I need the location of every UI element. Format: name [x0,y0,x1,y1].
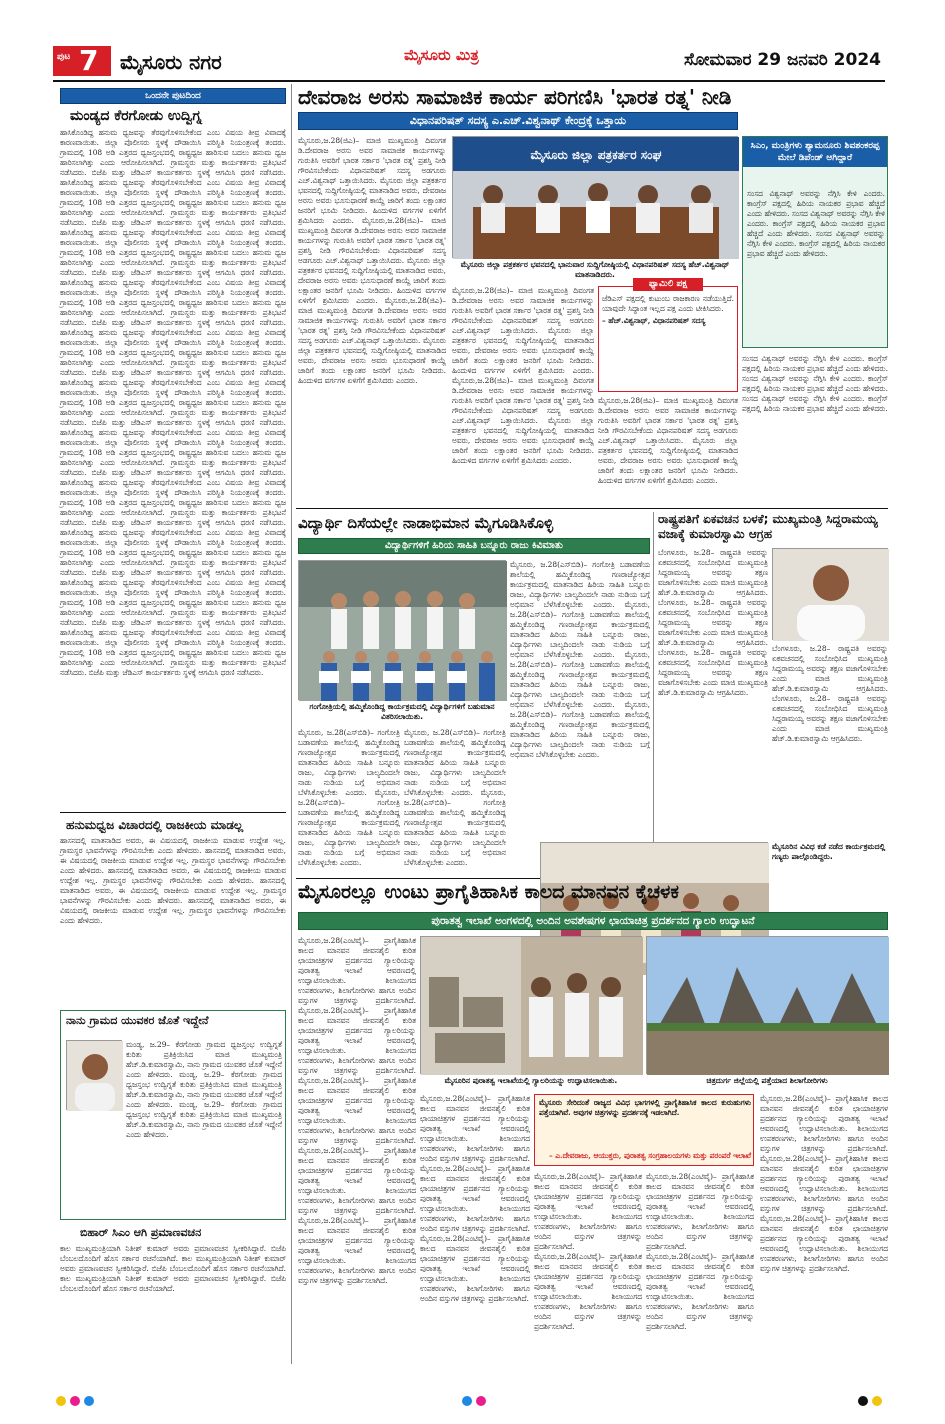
stone-age-photo1 [420,936,642,1074]
stone-age-photo2-caption: ಚಿತ್ರದುರ್ಗ ಜಿಲ್ಲೆಯಲ್ಲಿ ಪತ್ತೆಯಾದ ಶಿಲಾಗೋರಿಗಳು [706,1076,828,1085]
story2-body [60,836,286,1006]
students-text-col3: ಮೈಸೂರು, ಜ.28(ಎಸ್‌ಬಿಡಿ)– ಗಂಗೋತ್ರಿ ಬಡಾವಣೆಯ ಶಾಲೆಯಲ್ಲಿ ಹಮ್ಮಿಕೊಂಡಿದ್ದ ಗಣರಾಜ್ಯೋತ್ಸವ ಕಾರ್ಯಕ್ರಮದಲ್ಲಿ ಮಾತನಾಡಿದ ಹಿರಿಯ ಸಾಹಿತಿ ಬನ್ನೂರು ರಾಜು, ವಿದ್ಯಾರ್ಥಿಗಳು ಬಾಲ್ಯದಿಂದಲೇ ನಾಡು ನುಡಿಯ ಬಗ್ಗೆ ಅಭಿಮಾನ ಬೆಳೆಸಿಕೊಳ್ಳಬೇಕು ಎಂದರು. [404,728,506,797]
paper-name: ಮೈಸೂರು ಮಿತ್ರ [404,46,479,64]
lead-text-cont: ಮೈಸೂರು,ಜ.28(ಜಿಎ)– ಮಾಜಿ ಮುಖ್ಯಮಂತ್ರಿ ದಿವಂಗತ ಡಿ.ದೇವರಾಜ ಅರಸು ಅವರ ಸಾಮಾಜಿಕ ಕಾರ್ಯಗಳನ್ನು ಗುರುತಿಸಿ ಅವರಿಗೆ ಭಾರತ ಸರ್ಕಾರ 'ಭಾರತ ರತ್ನ' ಪ್ರಶಸ್ತಿ ನೀಡಿ ಗೌರವಿಸಬೇಕೆಂದು ವಿಧಾನಪರಿಷತ್ ಸದಸ್ಯ ಅಡಗೂರು ಎಚ್.ವಿಶ್ವನಾಥ್ ಒತ್ತಾಯಿಸಿದರು. ಮೈಸೂರು ಜಿಲ್ಲಾ ಪತ್ರಕರ್ತರ ಭವನದಲ್ಲಿ ಸುದ್ದಿಗೋಷ್ಠಿಯಲ್ಲಿ ಮಾತನಾಡಿದ ಅವರು, ದೇವರಾಜ ಅರಸು ಅವರು ಭೂಸುಧಾರಣೆ ಕಾಯ್ದೆ ಜಾರಿಗೆ ತಂದು ಲಕ್ಷಾಂತರ ಜನರಿಗೆ ಭೂಮಿ ನೀಡಿದರು. ಹಿಂದುಳಿದ ವರ್ಗಗಳ ಏಳಿಗೆಗೆ ಶ್ರಮಿಸಿದರು ಎಂದರು. [298,216,446,305]
lead-body-col1 [298,136,446,506]
story1-body [60,128,286,810]
stone-age-photo2 [646,936,888,1074]
stone-age-text-col2: ಮೈಸೂರು,ಜ.28(ಎಂಟಿವೈ)– ಪ್ರಾಗೈತಿಹಾಸಿಕ ಕಾಲದ ಮಾನವನ ಜೀವನಶೈಲಿ ಕುರಿತ ಛಾಯಾಚಿತ್ರಗಳ ಪ್ರದರ್ಶನದ ಗ್ಯಾಲರಿಯನ್ನು ಪುರಾತತ್ವ ಇಲಾಖೆ ಆವರಣದಲ್ಲಿ ಉದ್ಘಾಟಿಸಲಾಯಿತು. ಶಿಲಾಯುಗದ ಉಪಕರಣಗಳು, ಶಿಲಾಗೋರಿಗಳು ಹಾಗೂ ಅಂದಿನ ವಸ್ತುಗಳ ಚಿತ್ರಗಳನ್ನು ಪ್ರದರ್ಶಿಸಲಾಗಿದೆ. [420,1094,530,1163]
sidebox-cont-text3: ಸಂಸದ ವಿಶ್ವನಾಥ್ ಅವರನ್ನು ನೆಗ್ಗಿಸಿ ಕೇಳಿ ಎಂದರು. ಕಾಂಗ್ರೆಸ್ ಪಕ್ಷದಲ್ಲಿ ಹಿರಿಯ ನಾಯಕರ ಪ್ರಭಾವ ಹೆಚ್ಚಿದೆ ಎಂದು ಹೇಳಿದರು. [742,394,888,413]
lead-subhead: ವಿಧಾನಪರಿಷತ್ ಸದಸ್ಯ ಎ.ಎಚ್.ವಿಶ್ವನಾಥ್ ಕೇಂದ್ರಕ್ಕೆ ಒತ್ತಾಯ [298,112,738,130]
page-label: ಪುಟ [57,52,71,62]
students-text-cont: ಮೈಸೂರು, ಜ.28(ಎಸ್‌ಬಿಡಿ)– ಗಂಗೋತ್ರಿ ಬಡಾವಣೆಯ ಶಾಲೆಯಲ್ಲಿ ಹಮ್ಮಿಕೊಂಡಿದ್ದ ಗಣರಾಜ್ಯೋತ್ಸವ ಕಾರ್ಯಕ್ರಮದಲ್ಲಿ ಮಾತನಾಡಿದ ಹಿರಿಯ ಸಾಹಿತಿ ಬನ್ನೂರು ರಾಜು, ವಿದ್ಯಾರ್ಥಿಗಳು ಬಾಲ್ಯದಿಂದಲೇ ನಾಡು ನುಡಿಯ ಬಗ್ಗೆ ಅಭಿಮಾನ ಬೆಳೆಸಿಕೊಳ್ಳಬೇಕು ಎಂದರು. [510,600,650,659]
stone-age-text-col4-cont: ಮೈಸೂರು,ಜ.28(ಎಂಟಿವೈ)– ಪ್ರಾಗೈತಿಹಾಸಿಕ ಕಾಲದ ಮಾನವನ ಜೀವನಶೈಲಿ ಕುರಿತ ಛಾಯಾಚಿತ್ರಗಳ ಪ್ರದರ್ಶನದ ಗ್ಯಾಲರಿಯನ್ನು ಪುರಾತತ್ವ ಇಲಾಖೆ ಆವರಣದಲ್ಲಿ ಉದ್ಘಾಟಿಸಲಾಯಿತು. ಶಿಲಾಯುಗದ ಉಪಕರಣಗಳು, ಶಿಲಾಗೋರಿಗಳು ಹಾಗೂ ಅಂದಿನ ವಸ್ತುಗಳ ಚಿತ್ರಗಳನ್ನು ಪ್ರದರ್ಶಿಸಲಾಗಿದೆ. [646,1252,754,1331]
kumaraswamy-photo [66,1040,122,1110]
sidebox-title: ಸಿಎಂ, ಮಂತ್ರಿಗಳು ಶ್ಯಾಮನೂರು ಶಿವಶಂಕರಪ್ಪ ಮೇಲೆ ಡಿಪೆಂಡ್ ಆಗಿದ್ದಾರೆ [743,137,887,167]
stone-age-headline: ಮೈಸೂರಲ್ಲೂ ಉಂಟು ಪ್ರಾಗೈತಿಹಾಸಿಕ ಕಾಲದ ಮಾನವನ ಕೈಚಳಕ [298,881,679,903]
stone-age-photo1-caption: ಮೈಸೂರಿನ ಪುರಾತತ್ವ ಇಲಾಖೆಯಲ್ಲಿ ಗ್ಯಾಲರಿಯನ್ನು ಉದ್ಘಾಟಿಸಲಾಯಿತು. [444,1076,618,1085]
stone-age-text: ಮೈಸೂರು,ಜ.28(ಎಂಟಿವೈ)– ಪ್ರಾಗೈತಿಹಾಸಿಕ ಕಾಲದ ಮಾನವನ ಜೀವನಶೈಲಿ ಕುರಿತ ಛಾಯಾಚಿತ್ರಗಳ ಪ್ರದರ್ಶನದ ಗ್ಯಾಲರಿಯನ್ನು ಪುರಾತತ್ವ ಇಲಾಖೆ ಆವರಣದಲ್ಲಿ ಉದ್ಘಾಟಿಸಲಾಯಿತು. ಶಿಲಾಯುಗದ ಉಪಕರಣಗಳು, ಶಿಲಾಗೋರಿಗಳು ಹಾಗೂ ಅಂದಿನ ವಸ್ತುಗಳ ಚಿತ್ರಗಳನ್ನು ಪ್ರದರ್ಶಿಸಲಾಗಿದೆ. [298,936,416,1005]
stone-age-body-col3 [534,1172,642,1366]
registration-mark [56,1396,66,1406]
stone-age-text-col5: ಮೈಸೂರು,ಜ.28(ಎಂಟಿವೈ)– ಪ್ರಾಗೈತಿಹಾಸಿಕ ಕಾಲದ ಮಾನವನ ಜೀವನಶೈಲಿ ಕುರಿತ ಛಾಯಾಚಿತ್ರಗಳ ಪ್ರದರ್ಶನದ ಗ್ಯಾಲರಿಯನ್ನು ಪುರಾತತ್ವ ಇಲಾಖೆ ಆವರಣದಲ್ಲಿ ಉದ್ಘಾಟಿಸಲಾಯಿತು. ಶಿಲಾಯುಗದ ಉಪಕರಣಗಳು, ಶಿಲಾಗೋರಿಗಳು ಹಾಗೂ ಅಂದಿನ ವಸ್ತುಗಳ ಚಿತ್ರಗಳನ್ನು ಪ್ರದರ್ಶಿಸಲಾಗಿದೆ. [760,1094,888,1153]
stone-age-quote: ಮೈಸೂರು ಸೇರಿದಂತೆ ರಾಜ್ಯದ ವಿವಿಧ ಭಾಗಗಳಲ್ಲಿ ಪ್ರಾಗೈತಿಹಾಸಿಕ ಕಾಲದ ಕುರುಹುಗಳು ಪತ್ತೆಯಾಗಿವೆ. ಅವುಗಳ ಚಿತ್ರಗಳನ್ನು ಪ್ರದರ್ಶನಕ್ಕೆ ಇಡಲಾಗಿದೆ. [539,1098,751,1117]
story2-text: ಹಾಸನದಲ್ಲಿ ಮಾತನಾಡಿದ ಅವರು, ಈ ವಿಷಯದಲ್ಲಿ ರಾಜಕೀಯ ಮಾಡುವ ಉದ್ದೇಶ ಇಲ್ಲ. ಗ್ರಾಮಸ್ಥರ ಭಾವನೆಗಳನ್ನು ಗೌರವಿಸಬೇಕು ಎಂದು ಹೇಳಿದರು. [60,836,286,855]
story2-text-cont: ಹಾಸನದಲ್ಲಿ ಮಾತನಾಡಿದ ಅವರು, ಈ ವಿಷಯದಲ್ಲಿ ರಾಜಕೀಯ ಮಾಡುವ ಉದ್ದೇಶ ಇಲ್ಲ. ಗ್ರಾಮಸ್ಥರ ಭಾವನೆಗಳನ್ನು ಗೌರವಿಸಬೇಕು ಎಂದು ಹೇಳಿದರು. [60,846,286,875]
lead-text-col3: ಮೈಸೂರು,ಜ.28(ಜಿಎ)– ಮಾಜಿ ಮುಖ್ಯಮಂತ್ರಿ ದಿವಂಗತ ಡಿ.ದೇವರಾಜ ಅರಸು ಅವರ ಸಾಮಾಜಿಕ ಕಾರ್ಯಗಳನ್ನು ಗುರುತಿಸಿ ಅವರಿಗೆ ಭಾರತ ಸರ್ಕಾರ 'ಭಾರತ ರತ್ನ' ಪ್ರಶಸ್ತಿ ನೀಡಿ ಗೌರವಿಸಬೇಕೆಂದು ವಿಧಾನಪರಿಷತ್ ಸದಸ್ಯ ಅಡಗೂರು ಎಚ್.ವಿಶ್ವನಾಥ್ ಒತ್ತಾಯಿಸಿದರು. ಮೈಸೂರು ಜಿಲ್ಲಾ ಪತ್ರಕರ್ತರ ಭವನದಲ್ಲಿ ಸುದ್ದಿಗೋಷ್ಠಿಯಲ್ಲಿ ಮಾತನಾಡಿದ ಅವರು, ದೇವರಾಜ ಅರಸು ಅವರು ಭೂಸುಧಾರಣೆ ಕಾಯ್ದೆ ಜಾರಿಗೆ ತಂದು ಲಕ್ಷಾಂತರ ಜನರಿಗೆ ಭೂಮಿ ನೀಡಿದರು. ಹಿಂದುಳಿದ ವರ್ಗಗಳ ಏಳಿಗೆಗೆ ಶ್ರಮಿಸಿದರು ಎಂದರು. [598,396,738,485]
students-text-cont2: ಮೈಸೂರು, ಜ.28(ಎಸ್‌ಬಿಡಿ)– ಗಂಗೋತ್ರಿ ಬಡಾವಣೆಯ ಶಾಲೆಯಲ್ಲಿ ಹಮ್ಮಿಕೊಂಡಿದ್ದ ಗಣರಾಜ್ಯೋತ್ಸವ ಕಾರ್ಯಕ್ರಮದಲ್ಲಿ ಮಾತನಾಡಿದ ಹಿರಿಯ ಸಾಹಿತಿ ಬನ್ನೂರು ರಾಜು, ವಿದ್ಯಾರ್ಥಿಗಳು ಬಾಲ್ಯದಿಂದಲೇ ನಾಡು ನುಡಿಯ ಬಗ್ಗೆ ಅಭಿಮಾನ ಬೆಳೆಸಿಕೊಳ್ಳಬೇಕು ಎಂದರು. [510,650,650,709]
family-party-signoff: – ಹೆಚ್.ವಿಶ್ವನಾಥ್, ವಿಧಾನಪರಿಷತ್ ಸದಸ್ಯ [602,316,706,325]
divider [296,508,888,509]
story2-headline: ಹನುಮಧ್ವಜ ವಿಚಾರದಲ್ಲಿ ರಾಜಕೀಯ ಮಾಡಲ್ಲ [66,818,244,832]
story1-text-cont3: ಹಾಸಿಕೊಂಡಿದ್ದ ಹನುಮ ಧ್ವಜವನ್ನು ತೆರವುಗೊಳಿಸಬೇಕೆಂದ ಎಂಬ ವಿಷಯ ತೀವ್ರ ವಿವಾದಕ್ಕೆ ಕಾರಣವಾಯಿತು. ಜಿಲ್ಲಾ ಪೊಲೀಸರು ಸ್ಥಳಕ್ಕೆ ದೌಡಾಯಿಸಿ ಪರಿಸ್ಥಿತಿ ನಿಯಂತ್ರಣಕ್ಕೆ ತಂದರು. ಗ್ರಾಮದಲ್ಲಿ 108 ಅಡಿ ಎತ್ತರದ ಧ್ವಜಸ್ತಂಭದಲ್ಲಿ ರಾಷ್ಟ್ರಧ್ವಜ ಹಾರಿಸುವ ಬದಲು ಹನುಮ ಧ್ವಜ ಹಾರಿಸಲಾಗಿತ್ತು ಎಂದು ಆರೋಪಿಸಲಾಗಿದೆ. ಗ್ರಾಮಸ್ಥರು ಮತ್ತು ಕಾರ್ಯಕರ್ತರು ಪ್ರತಿಭಟನೆ ನಡೆಸಿದರು. ಬಿಜೆಪಿ ಮತ್ತು ಜೆಡಿಎಸ್ ಕಾರ್ಯಕರ್ತರು ಸ್ಥಳಕ್ಕೆ ಆಗಮಿಸಿ ಧರಣಿ ನಡೆಸಿದರು. [60,278,286,327]
students-body-col1 [510,560,650,844]
story4-text-cont: ಕಾಲ ಮುಖ್ಯಮಂತ್ರಿಯಾಗಿ ನಿತೀಶ್ ಕುಮಾರ್ ಅವರು ಪ್ರಮಾಣವಚನ ಸ್ವೀಕರಿಸಿದ್ದಾರೆ. ಬಿಜೆಪಿ ಬೆಂಬಲದೊಂದಿಗೆ ಹೊಸ ಸರ್ಕಾರ ರಚನೆಯಾಗಿದೆ. [60,1254,286,1273]
story3-headline: ನಾನು ಗ್ರಾಮದ ಯುವಕರ ಜೊತೆ ಇದ್ದೇನೆ [66,1014,209,1027]
students-body-col3 [404,728,506,874]
students-group-photo [299,561,507,701]
stone-age-text-cont2: ಮೈಸೂರು,ಜ.28(ಎಂಟಿವೈ)– ಪ್ರಾಗೈತಿಹಾಸಿಕ ಕಾಲದ ಮಾನವನ ಜೀವನಶೈಲಿ ಕುರಿತ ಛಾಯಾಚಿತ್ರಗಳ ಪ್ರದರ್ಶನದ ಗ್ಯಾಲರಿಯನ್ನು ಪುರಾತತ್ವ ಇಲಾಖೆ ಆವರಣದಲ್ಲಿ ಉದ್ಘಾಟಿಸಲಾಯಿತು. ಶಿಲಾಯುಗದ ಉಪಕರಣಗಳು, ಶಿಲಾಗೋರಿಗಳು ಹಾಗೂ ಅಂದಿನ ವಸ್ತುಗಳ ಚಿತ್ರಗಳನ್ನು ಪ್ರದರ್ಶಿಸಲಾಗಿದೆ. [298,1076,416,1145]
stone-age-text-cont3: ಮೈಸೂರು,ಜ.28(ಎಂಟಿವೈ)– ಪ್ರಾಗೈತಿಹಾಸಿಕ ಕಾಲದ ಮಾನವನ ಜೀವನಶೈಲಿ ಕುರಿತ ಛಾಯಾಚಿತ್ರಗಳ ಪ್ರದರ್ಶನದ ಗ್ಯಾಲರಿಯನ್ನು ಪುರಾತತ್ವ ಇಲಾಖೆ ಆವರಣದಲ್ಲಿ ಉದ್ಘಾಟಿಸಲಾಯಿತು. ಶಿಲಾಯುಗದ ಉಪಕರಣಗಳು, ಶಿಲಾಗೋರಿಗಳು ಹಾಗೂ ಅಂದಿನ ವಸ್ತುಗಳ ಚಿತ್ರಗಳನ್ನು ಪ್ರದರ್ಶಿಸಲಾಗಿದೆ. [298,1146,416,1215]
stone-age-quote-box [534,1094,754,1166]
story2-text-cont4: ಹಾಸನದಲ್ಲಿ ಮಾತನಾಡಿದ ಅವರು, ಈ ವಿಷಯದಲ್ಲಿ ರಾಜಕೀಯ ಮಾಡುವ ಉದ್ದೇಶ ಇಲ್ಲ. ಗ್ರಾಮಸ್ಥರ ಭಾವನೆಗಳನ್ನು ಗೌರವಿಸಬೇಕು ಎಂದು ಹೇಳಿದರು. [60,896,286,925]
stone-age-text-col4: ಮೈಸೂರು,ಜ.28(ಎಂಟಿವೈ)– ಪ್ರಾಗೈತಿಹಾಸಿಕ ಕಾಲದ ಮಾನವನ ಜೀವನಶೈಲಿ ಕುರಿತ ಛಾಯಾಚಿತ್ರಗಳ ಪ್ರದರ್ಶನದ ಗ್ಯಾಲರಿಯನ್ನು ಪುರಾತತ್ವ ಇಲಾಖೆ ಆವರಣದಲ್ಲಿ ಉದ್ಘಾಟಿಸಲಾಯಿತು. ಶಿಲಾಯುಗದ ಉಪಕರಣಗಳು, ಶಿಲಾಗೋರಿಗಳು ಹಾಗೂ ಅಂದಿನ ವಸ್ತುಗಳ ಚಿತ್ರಗಳನ್ನು ಪ್ರದರ್ಶಿಸಲಾಗಿದೆ. [646,1172,754,1251]
cm-body-col2 [772,644,888,838]
stone-age-text-col5-cont: ಮೈಸೂರು,ಜ.28(ಎಂಟಿವೈ)– ಪ್ರಾಗೈತಿಹಾಸಿಕ ಕಾಲದ ಮಾನವನ ಜೀವನಶೈಲಿ ಕುರಿತ ಛಾಯಾಚಿತ್ರಗಳ ಪ್ರದರ್ಶನದ ಗ್ಯಾಲರಿಯನ್ನು ಪುರಾತತ್ವ ಇಲಾಖೆ ಆವರಣದಲ್ಲಿ ಉದ್ಘಾಟಿಸಲಾಯಿತು. ಶಿಲಾಯುಗದ ಉಪಕರಣಗಳು, ಶಿಲಾಗೋರಿಗಳು ಹಾಗೂ ಅಂದಿನ ವಸ್ತುಗಳ ಚಿತ್ರಗಳನ್ನು ಪ್ರದರ್ಶಿಸಲಾಗಿದೆ. [760,1154,888,1213]
family-party-box [598,279,738,392]
story2-text-cont2: ಹಾಸನದಲ್ಲಿ ಮಾತನಾಡಿದ ಅವರು, ಈ ವಿಷಯದಲ್ಲಿ ರಾಜಕೀಯ ಮಾಡುವ ಉದ್ದೇಶ ಇಲ್ಲ. ಗ್ರಾಮಸ್ಥರ ಭಾವನೆಗಳನ್ನು ಗೌರವಿಸಬೇಕು ಎಂದು ಹೇಳಿದರು. [60,866,286,885]
stone-age-body-col1 [298,936,416,1366]
photo-banner-text: ಮೈಸೂರು ಜಿಲ್ಲಾ ಪತ್ರಕರ್ತರ ಸಂಘ [530,148,662,162]
lead-photo-caption: ಮೈಸೂರು ಜಿಲ್ಲಾ ಪತ್ರಕರ್ತರ ಭವನದಲ್ಲಿ ಭಾನುವಾರ ಸುದ್ದಿಗೋಷ್ಠಿಯಲ್ಲಿ ವಿಧಾನಪರಿಷತ್ ಸದಸ್ಯ ಹೆಚ್.ವಿಶ್ವನಾಥ್ ಮಾತನಾಡಿದರು. [460,260,730,279]
story1-text-cont10: ಹಾಸಿಕೊಂಡಿದ್ದ ಹನುಮ ಧ್ವಜವನ್ನು ತೆರವುಗೊಳಿಸಬೇಕೆಂದ ಎಂಬ ವಿಷಯ ತೀವ್ರ ವಿವಾದಕ್ಕೆ ಕಾರಣವಾಯಿತು. ಜಿಲ್ಲಾ ಪೊಲೀಸರು ಸ್ಥಳಕ್ಕೆ ದೌಡಾಯಿಸಿ ಪರಿಸ್ಥಿತಿ ನಿಯಂತ್ರಣಕ್ಕೆ ತಂದರು. ಗ್ರಾಮದಲ್ಲಿ 108 ಅಡಿ ಎತ್ತರದ ಧ್ವಜಸ್ತಂಭದಲ್ಲಿ ರಾಷ್ಟ್ರಧ್ವಜ ಹಾರಿಸುವ ಬದಲು ಹನುಮ ಧ್ವಜ ಹಾರಿಸಲಾಗಿತ್ತು ಎಂದು ಆರೋಪಿಸಲಾಗಿದೆ. ಗ್ರಾಮಸ್ಥರು ಮತ್ತು ಕಾರ್ಯಕರ್ತರು ಪ್ರತಿಭಟನೆ ನಡೆಸಿದರು. ಬಿಜೆಪಿ ಮತ್ತು ಜೆಡಿಎಸ್ ಕಾರ್ಯಕರ್ತರು ಸ್ಥಳಕ್ಕೆ ಆಗಮಿಸಿ ಧರಣಿ ನಡೆಸಿದರು. [60,628,286,677]
cm-text-cont2: ಬೆಂಗಳೂರು, ಜ.28– ರಾಷ್ಟ್ರಪತಿ ಅವರನ್ನು ಏಕವಚನದಲ್ಲಿ ಸಂಬೋಧಿಸಿದ ಮುಖ್ಯಮಂತ್ರಿ ಸಿದ್ದರಾಮಯ್ಯ ಅವರನ್ನು ತಕ್ಷಣ ವಜಾಗೊಳಿಸಬೇಕು ಎಂದು ಮಾಜಿ ಮುಖ್ಯಮಂತ್ರಿ ಹೆಚ್.ಡಿ.ಕುಮಾರಸ್ವಾಮಿ ಆಗ್ರಹಿಸಿದರು. [658,648,768,697]
sidebox-body [747,189,885,345]
sidebox-cont-text2: ಸಂಸದ ವಿಶ್ವನಾಥ್ ಅವರನ್ನು ನೆಗ್ಗಿಸಿ ಕೇಳಿ ಎಂದರು. ಕಾಂಗ್ರೆಸ್ ಪಕ್ಷದಲ್ಲಿ ಹಿರಿಯ ನಾಯಕರ ಪ್ರಭಾವ ಹೆಚ್ಚಿದೆ ಎಂದು ಹೇಳಿದರು. [742,374,888,393]
students-text: ಮೈಸೂರು, ಜ.28(ಎಸ್‌ಬಿಡಿ)– ಗಂಗೋತ್ರಿ ಬಡಾವಣೆಯ ಶಾಲೆಯಲ್ಲಿ ಹಮ್ಮಿಕೊಂಡಿದ್ದ ಗಣರಾಜ್ಯೋತ್ಸವ ಕಾರ್ಯಕ್ರಮದಲ್ಲಿ ಮಾತನಾಡಿದ ಹಿರಿಯ ಸಾಹಿತಿ ಬನ್ನೂರು ರಾಜು, ವಿದ್ಯಾರ್ಥಿಗಳು ಬಾಲ್ಯದಿಂದಲೇ ನಾಡು ನುಡಿಯ ಬಗ್ಗೆ ಅಭಿಮಾನ ಬೆಳೆಸಿಕೊಳ್ಳಬೇಕು ಎಂದರು. [510,560,650,609]
sidebox-cont-text: ಸಂಸದ ವಿಶ್ವನಾಥ್ ಅವರನ್ನು ನೆಗ್ಗಿಸಿ ಕೇಳಿ ಎಂದರು. ಕಾಂಗ್ರೆಸ್ ಪಕ್ಷದಲ್ಲಿ ಹಿರಿಯ ನಾಯಕರ ಪ್ರಭಾವ ಹೆಚ್ಚಿದೆ ಎಂದು ಹೇಳಿದರು. [742,354,888,373]
stone-age-body-col4 [646,1172,754,1366]
cm-text: ಬೆಂಗಳೂರು, ಜ.28– ರಾಷ್ಟ್ರಪತಿ ಅವರನ್ನು ಏಕವಚನದಲ್ಲಿ ಸಂಬೋಧಿಸಿದ ಮುಖ್ಯಮಂತ್ರಿ ಸಿದ್ದರಾಮಯ್ಯ ಅವರನ್ನು ತಕ್ಷಣ ವಜಾಗೊಳಿಸಬೇಕು ಎಂದು ಮಾಜಿ ಮುಖ್ಯಮಂತ್ರಿ ಹೆಚ್.ಡಿ.ಕುಮಾರಸ್ವಾಮಿ ಆಗ್ರಹಿಸಿದರು. [658,548,768,597]
page-number: 7 [79,44,99,77]
stone-age-text-col2-cont2: ಮೈಸೂರು,ಜ.28(ಎಂಟಿವೈ)– ಪ್ರಾಗೈತಿಹಾಸಿಕ ಕಾಲದ ಮಾನವನ ಜೀವನಶೈಲಿ ಕುರಿತ ಛಾಯಾಚಿತ್ರಗಳ ಪ್ರದರ್ಶನದ ಗ್ಯಾಲರಿಯನ್ನು ಪುರಾತತ್ವ ಇಲಾಖೆ ಆವರಣದಲ್ಲಿ ಉದ್ಘಾಟಿಸಲಾಯಿತು. ಶಿಲಾಯುಗದ ಉಪಕರಣಗಳು, ಶಿಲಾಗೋರಿಗಳು ಹಾಗೂ ಅಂದಿನ ವಸ್ತುಗಳ ಚಿತ್ರಗಳನ್ನು ಪ್ರದರ್ಶಿಸಲಾಗಿದೆ. [420,1234,530,1303]
sidebox-continuation [742,354,888,506]
story3-text-cont2: ಮಂಡ್ಯ, ಜ.29– ಕೆರಗೋಡು ಗ್ರಾಮದ ಧ್ವಜಸ್ತಂಭ ಉದ್ವಿಗ್ನತೆ ಕುರಿತು ಪ್ರತಿಕ್ರಿಯಿಸಿದ ಮಾಜಿ ಮುಖ್ಯಮಂತ್ರಿ ಹೆಚ್.ಡಿ.ಕುಮಾರಸ್ವಾಮಿ, ನಾನು ಗ್ರಾಮದ ಯುವಕರ ಜೊತೆ ಇದ್ದೇನೆ ಎಂದು ಹೇಳಿದರು. [126,1100,283,1139]
story3-body [126,1040,282,1216]
story3-text: ಮಂಡ್ಯ, ಜ.29– ಕೆರಗೋಡು ಗ್ರಾಮದ ಧ್ವಜಸ್ತಂಭ ಉದ್ವಿಗ್ನತೆ ಕುರಿತು ಪ್ರತಿಕ್ರಿಯಿಸಿದ ಮಾಜಿ ಮುಖ್ಯಮಂತ್ರಿ ಹೆಚ್.ಡಿ.ಕುಮಾರಸ್ವಾಮಿ, ನಾನು ಗ್ರಾಮದ ಯುವಕರ ಜೊತೆ ಇದ್ದೇನೆ ಎಂದು ಹೇಳಿದರು. [126,1040,282,1079]
students-text-col2: ಮೈಸೂರು, ಜ.28(ಎಸ್‌ಬಿಡಿ)– ಗಂಗೋತ್ರಿ ಬಡಾವಣೆಯ ಶಾಲೆಯಲ್ಲಿ ಹಮ್ಮಿಕೊಂಡಿದ್ದ ಗಣರಾಜ್ಯೋತ್ಸವ ಕಾರ್ಯಕ್ರಮದಲ್ಲಿ ಮಾತನಾಡಿದ ಹಿರಿಯ ಸಾಹಿತಿ ಬನ್ನೂರು ರಾಜು, ವಿದ್ಯಾರ್ಥಿಗಳು ಬಾಲ್ಯದಿಂದಲೇ ನಾಡು ನುಡಿಯ ಬಗ್ಗೆ ಅಭಿಮಾನ ಬೆಳೆಸಿಕೊಳ್ಳಬೇಕು ಎಂದರು. [298,728,400,797]
family-party-text: ಜೆಡಿಎಸ್ ಪಕ್ಷದಲ್ಲಿ ಕುಟುಂಬ ರಾಜಕಾರಣ ನಡೆಯುತ್ತಿದೆ. ಯಾವುದೇ ಸಿದ್ಧಾಂತ ಇಲ್ಲದ ಪಕ್ಷ ಎಂದು ಟೀಕಿಸಿದರು. [602,294,734,313]
students-text-col3-cont: ಮೈಸೂರು, ಜ.28(ಎಸ್‌ಬಿಡಿ)– ಗಂಗೋತ್ರಿ ಬಡಾವಣೆಯ ಶಾಲೆಯಲ್ಲಿ ಹಮ್ಮಿಕೊಂಡಿದ್ದ ಗಣರಾಜ್ಯೋತ್ಸವ ಕಾರ್ಯಕ್ರಮದಲ್ಲಿ ಮಾತನಾಡಿದ ಹಿರಿಯ ಸಾಹಿತಿ ಬನ್ನೂರು ರಾಜು, ವಿದ್ಯಾರ್ಥಿಗಳು ಬಾಲ್ಯದಿಂದಲೇ ನಾಡು ನುಡಿಯ ಬಗ್ಗೆ ಅಭಿಮಾನ ಬೆಳೆಸಿಕೊಳ್ಳಬೇಕು ಎಂದರು. [404,788,506,867]
story4-text-cont2: ಕಾಲ ಮುಖ್ಯಮಂತ್ರಿಯಾಗಿ ನಿತೀಶ್ ಕುಮಾರ್ ಅವರು ಪ್ರಮಾಣವಚನ ಸ್ವೀಕರಿಸಿದ್ದಾರೆ. ಬಿಜೆಪಿ ಬೆಂಬಲದೊಂದಿಗೆ ಹೊಸ ಸರ್ಕಾರ ರಚನೆಯಾಗಿದೆ. [60,1274,286,1293]
students-photo [298,560,506,700]
cm-story-photo [772,548,888,640]
column-divider [291,84,292,1364]
divider [296,878,540,879]
registration-mark [858,1396,868,1406]
lead-body-col2 [452,286,594,506]
issue-date: ಸೋಮವಾರ 29 ಜನವರಿ 2024 [683,50,881,70]
story1-text-cont: ಹಾಸಿಕೊಂಡಿದ್ದ ಹನುಮ ಧ್ವಜವನ್ನು ತೆರವುಗೊಳಿಸಬೇಕೆಂದ ಎಂಬ ವಿಷಯ ತೀವ್ರ ವಿವಾದಕ್ಕೆ ಕಾರಣವಾಯಿತು. ಜಿಲ್ಲಾ ಪೊಲೀಸರು ಸ್ಥಳಕ್ಕೆ ದೌಡಾಯಿಸಿ ಪರಿಸ್ಥಿತಿ ನಿಯಂತ್ರಣಕ್ಕೆ ತಂದರು. ಗ್ರಾಮದಲ್ಲಿ 108 ಅಡಿ ಎತ್ತರದ ಧ್ವಜಸ್ತಂಭದಲ್ಲಿ ರಾಷ್ಟ್ರಧ್ವಜ ಹಾರಿಸುವ ಬದಲು ಹನುಮ ಧ್ವಜ ಹಾರಿಸಲಾಗಿತ್ತು ಎಂದು ಆರೋಪಿಸಲಾಗಿದೆ. ಗ್ರಾಮಸ್ಥರು ಮತ್ತು ಕಾರ್ಯಕರ್ತರು ಪ್ರತಿಭಟನೆ ನಡೆಸಿದರು. ಬಿಜೆಪಿ ಮತ್ತು ಜೆಡಿಎಸ್ ಕಾರ್ಯಕರ್ತರು ಸ್ಥಳಕ್ಕೆ ಆಗಮಿಸಿ ಧರಣಿ ನಡೆಸಿದರು. [60,178,286,227]
students-headline: ವಿದ್ಯಾರ್ಥಿ ದಿಸೆಯಲ್ಲೇ ನಾಡಾಭಿಮಾನ ಮೈಗೂಡಿಸಿಕೊಳ್ಳಿ [298,514,554,532]
person-portrait-icon [773,549,889,641]
stone-age-text-cont: ಮೈಸೂರು,ಜ.28(ಎಂಟಿವೈ)– ಪ್ರಾಗೈತಿಹಾಸಿಕ ಕಾಲದ ಮಾನವನ ಜೀವನಶೈಲಿ ಕುರಿತ ಛಾಯಾಚಿತ್ರಗಳ ಪ್ರದರ್ಶನದ ಗ್ಯಾಲರಿಯನ್ನು ಪುರಾತತ್ವ ಇಲಾಖೆ ಆವರಣದಲ್ಲಿ ಉದ್ಘಾಟಿಸಲಾಯಿತು. ಶಿಲಾಯುಗದ ಉಪಕರಣಗಳು, ಶಿಲಾಗೋರಿಗಳು ಹಾಗೂ ಅಂದಿನ ವಸ್ತುಗಳ ಚಿತ್ರಗಳನ್ನು ಪ್ರದರ್ಶಿಸಲಾಗಿದೆ. [298,1006,416,1075]
story1-text-cont2: ಹಾಸಿಕೊಂಡಿದ್ದ ಹನುಮ ಧ್ವಜವನ್ನು ತೆರವುಗೊಳಿಸಬೇಕೆಂದ ಎಂಬ ವಿಷಯ ತೀವ್ರ ವಿವಾದಕ್ಕೆ ಕಾರಣವಾಯಿತು. ಜಿಲ್ಲಾ ಪೊಲೀಸರು ಸ್ಥಳಕ್ಕೆ ದೌಡಾಯಿಸಿ ಪರಿಸ್ಥಿತಿ ನಿಯಂತ್ರಣಕ್ಕೆ ತಂದರು. ಗ್ರಾಮದಲ್ಲಿ 108 ಅಡಿ ಎತ್ತರದ ಧ್ವಜಸ್ತಂಭದಲ್ಲಿ ರಾಷ್ಟ್ರಧ್ವಜ ಹಾರಿಸುವ ಬದಲು ಹನುಮ ಧ್ವಜ ಹಾರಿಸಲಾಗಿತ್ತು ಎಂದು ಆರೋಪಿಸಲಾಗಿದೆ. ಗ್ರಾಮಸ್ಥರು ಮತ್ತು ಕಾರ್ಯಕರ್ತರು ಪ್ರತಿಭಟನೆ ನಡೆಸಿದರು. ಬಿಜೆಪಿ ಮತ್ತು ಜೆಡಿಎಸ್ ಕಾರ್ಯಕರ್ತರು ಸ್ಥಳಕ್ಕೆ ಆಗಮಿಸಿ ಧರಣಿ ನಡೆಸಿದರು. [60,228,286,277]
person-portrait-icon [67,1041,123,1111]
stone-age-text-cont4: ಮೈಸೂರು,ಜ.28(ಎಂಟಿವೈ)– ಪ್ರಾಗೈತಿಹಾಸಿಕ ಕಾಲದ ಮಾನವನ ಜೀವನಶೈಲಿ ಕುರಿತ ಛಾಯಾಚಿತ್ರಗಳ ಪ್ರದರ್ಶನದ ಗ್ಯಾಲರಿಯನ್ನು ಪುರಾತತ್ವ ಇಲಾಖೆ ಆವರಣದಲ್ಲಿ ಉದ್ಘಾಟಿಸಲಾಯಿತು. ಶಿಲಾಯುಗದ ಉಪಕರಣಗಳು, ಶಿಲಾಗೋರಿಗಳು ಹಾಗೂ ಅಂದಿನ ವಸ್ತುಗಳ ಚಿತ್ರಗಳನ್ನು ಪ್ರದರ್ಶಿಸಲಾಗಿದೆ. [298,1216,416,1285]
masthead [0,46,945,80]
press-meet-photo [453,137,739,259]
sidebox-text: ಸಂಸದ ವಿಶ್ವನಾಥ್ ಅವರನ್ನು ನೆಗ್ಗಿಸಿ ಕೇಳಿ ಎಂದರು. ಕಾಂಗ್ರೆಸ್ ಪಕ್ಷದಲ್ಲಿ ಹಿರಿಯ ನಾಯಕರ ಪ್ರಭಾವ ಹೆಚ್ಚಿದೆ ಎಂದು ಹೇಳಿದರು. [747,189,885,218]
lead-body-col3 [598,279,738,506]
students-body-col2 [298,728,400,874]
story1-text-cont8: ಹಾಸಿಕೊಂಡಿದ್ದ ಹನುಮ ಧ್ವಜವನ್ನು ತೆರವುಗೊಳಿಸಬೇಕೆಂದ ಎಂಬ ವಿಷಯ ತೀವ್ರ ವಿವಾದಕ್ಕೆ ಕಾರಣವಾಯಿತು. ಜಿಲ್ಲಾ ಪೊಲೀಸರು ಸ್ಥಳಕ್ಕೆ ದೌಡಾಯಿಸಿ ಪರಿಸ್ಥಿತಿ ನಿಯಂತ್ರಣಕ್ಕೆ ತಂದರು. ಗ್ರಾಮದಲ್ಲಿ 108 ಅಡಿ ಎತ್ತರದ ಧ್ವಜಸ್ತಂಭದಲ್ಲಿ ರಾಷ್ಟ್ರಧ್ವಜ ಹಾರಿಸುವ ಬದಲು ಹನುಮ ಧ್ವಜ ಹಾರಿಸಲಾಗಿತ್ತು ಎಂದು ಆರೋಪಿಸಲಾಗಿದೆ. ಗ್ರಾಮಸ್ಥರು ಮತ್ತು ಕಾರ್ಯಕರ್ತರು ಪ್ರತಿಭಟನೆ ನಡೆಸಿದರು. ಬಿಜೆಪಿ ಮತ್ತು ಜೆಡಿಎಸ್ ಕಾರ್ಯಕರ್ತರು ಸ್ಥಳಕ್ಕೆ ಆಗಮಿಸಿ ಧರಣಿ ನಡೆಸಿದರು. [60,528,286,577]
lead-text: ಮೈಸೂರು,ಜ.28(ಜಿಎ)– ಮಾಜಿ ಮುಖ್ಯಮಂತ್ರಿ ದಿವಂಗತ ಡಿ.ದೇವರಾಜ ಅರಸು ಅವರ ಸಾಮಾಜಿಕ ಕಾರ್ಯಗಳನ್ನು ಗುರುತಿಸಿ ಅವರಿಗೆ ಭಾರತ ಸರ್ಕಾರ 'ಭಾರತ ರತ್ನ' ಪ್ರಶಸ್ತಿ ನೀಡಿ ಗೌರವಿಸಬೇಕೆಂದು ವಿಧಾನಪರಿಷತ್ ಸದಸ್ಯ ಅಡಗೂರು ಎಚ್.ವಿಶ್ವನಾಥ್ ಒತ್ತಾಯಿಸಿದರು. ಮೈಸೂರು ಜಿಲ್ಲಾ ಪತ್ರಕರ್ತರ ಭವನದಲ್ಲಿ ಸುದ್ದಿಗೋಷ್ಠಿಯಲ್ಲಿ ಮಾತನಾಡಿದ ಅವರು, ದೇವರಾಜ ಅರಸು ಅವರು ಭೂಸುಧಾರಣೆ ಕಾಯ್ದೆ ಜಾರಿಗೆ ತಂದು ಲಕ್ಷಾಂತರ ಜನರಿಗೆ ಭೂಮಿ ನೀಡಿದರು. ಹಿಂದುಳಿದ ವರ್ಗಗಳ ಏಳಿಗೆಗೆ ಶ್ರಮಿಸಿದರು ಎಂದರು. [298,136,446,225]
story1-text: ಹಾಸಿಕೊಂಡಿದ್ದ ಹನುಮ ಧ್ವಜವನ್ನು ತೆರವುಗೊಳಿಸಬೇಕೆಂದ ಎಂಬ ವಿಷಯ ತೀವ್ರ ವಿವಾದಕ್ಕೆ ಕಾರಣವಾಯಿತು. ಜಿಲ್ಲಾ ಪೊಲೀಸರು ಸ್ಥಳಕ್ಕೆ ದೌಡಾಯಿಸಿ ಪರಿಸ್ಥಿತಿ ನಿಯಂತ್ರಣಕ್ಕೆ ತಂದರು. ಗ್ರಾಮದಲ್ಲಿ 108 ಅಡಿ ಎತ್ತರದ ಧ್ವಜಸ್ತಂಭದಲ್ಲಿ ರಾಷ್ಟ್ರಧ್ವಜ ಹಾರಿಸುವ ಬದಲು ಹನುಮ ಧ್ವಜ ಹಾರಿಸಲಾಗಿತ್ತು ಎಂದು ಆರೋಪಿಸಲಾಗಿದೆ. ಗ್ರಾಮಸ್ಥರು ಮತ್ತು ಕಾರ್ಯಕರ್ತರು ಪ್ರತಿಭಟನೆ ನಡೆಸಿದರು. ಬಿಜೆಪಿ ಮತ್ತು ಜೆಡಿಎಸ್ ಕಾರ್ಯಕರ್ತರು ಸ್ಥಳಕ್ಕೆ ಆಗಮಿಸಿ ಧರಣಿ ನಡೆಸಿದರು. [60,128,286,177]
stone-age-body-col5 [760,1094,888,1366]
divider [60,812,286,813]
story4-text: ಕಾಲ ಮುಖ್ಯಮಂತ್ರಿಯಾಗಿ ನಿತೀಶ್ ಕುಮಾರ್ ಅವರು ಪ್ರಮಾಣವಚನ ಸ್ವೀಕರಿಸಿದ್ದಾರೆ. ಬಿಜೆಪಿ ಬೆಂಬಲದೊಂದಿಗೆ ಹೊಸ ಸರ್ಕಾರ ರಚನೆಯಾಗಿದೆ. [60,1244,286,1263]
registration-mark [84,1396,94,1406]
registration-mark [476,1396,486,1406]
lead-headline: ದೇವರಾಜ ಅರಸು ಸಾಮಾಜಿಕ ಕಾರ್ಯ ಪರಿಗಣಿಸಿ 'ಭಾರತ ರತ್ನ' ನೀಡಿ [298,85,732,109]
story4-body [60,1244,286,1362]
story4-headline: ಬಿಹಾರ್ ಸಿಎಂ ಆಗಿ ಪ್ರಮಾಣವಚನ [80,1226,202,1239]
students-text-cont3: ಮೈಸೂರು, ಜ.28(ಎಸ್‌ಬಿಡಿ)– ಗಂಗೋತ್ರಿ ಬಡಾವಣೆಯ ಶಾಲೆಯಲ್ಲಿ ಹಮ್ಮಿಕೊಂಡಿದ್ದ ಗಣರಾಜ್ಯೋತ್ಸವ ಕಾರ್ಯಕ್ರಮದಲ್ಲಿ ಮಾತನಾಡಿದ ಹಿರಿಯ ಸಾಹಿತಿ ಬನ್ನೂರು ರಾಜು, ವಿದ್ಯಾರ್ಥಿಗಳು ಬಾಲ್ಯದಿಂದಲೇ ನಾಡು ನುಡಿಯ ಬಗ್ಗೆ ಅಭಿಮಾನ ಬೆಳೆಸಿಕೊಳ್ಳಬೇಕು ಎಂದರು. [510,700,650,759]
page-number-badge [53,46,111,76]
lead-text-col2: ಮೈಸೂರು,ಜ.28(ಜಿಎ)– ಮಾಜಿ ಮುಖ್ಯಮಂತ್ರಿ ದಿವಂಗತ ಡಿ.ದೇವರಾಜ ಅರಸು ಅವರ ಸಾಮಾಜಿಕ ಕಾರ್ಯಗಳನ್ನು ಗುರುತಿಸಿ ಅವರಿಗೆ ಭಾರತ ಸರ್ಕಾರ 'ಭಾರತ ರತ್ನ' ಪ್ರಶಸ್ತಿ ನೀಡಿ ಗೌರವಿಸಬೇಕೆಂದು ವಿಧಾನಪರಿಷತ್ ಸದಸ್ಯ ಅಡಗೂರು ಎಚ್.ವಿಶ್ವನಾಥ್ ಒತ್ತಾಯಿಸಿದರು. ಮೈಸೂರು ಜಿಲ್ಲಾ ಪತ್ರಕರ್ತರ ಭವನದಲ್ಲಿ ಸುದ್ದಿಗೋಷ್ಠಿಯಲ್ಲಿ ಮಾತನಾಡಿದ ಅವರು, ದೇವರಾಜ ಅರಸು ಅವರು ಭೂಸುಧಾರಣೆ ಕಾಯ್ದೆ ಜಾರಿಗೆ ತಂದು ಲಕ್ಷಾಂತರ ಜನರಿಗೆ ಭೂಮಿ ನೀಡಿದರು. ಹಿಂದುಳಿದ ವರ್ಗಗಳ ಏಳಿಗೆಗೆ ಶ್ರಮಿಸಿದರು ಎಂದರು. [452,286,594,375]
lead-text-cont2: ಮೈಸೂರು,ಜ.28(ಜಿಎ)– ಮಾಜಿ ಮುಖ್ಯಮಂತ್ರಿ ದಿವಂಗತ ಡಿ.ದೇವರಾಜ ಅರಸು ಅವರ ಸಾಮಾಜಿಕ ಕಾರ್ಯಗಳನ್ನು ಗುರುತಿಸಿ ಅವರಿಗೆ ಭಾರತ ಸರ್ಕಾರ 'ಭಾರತ ರತ್ನ' ಪ್ರಶಸ್ತಿ ನೀಡಿ ಗೌರವಿಸಬೇಕೆಂದು ವಿಧಾನಪರಿಷತ್ ಸದಸ್ಯ ಅಡಗೂರು ಎಚ್.ವಿಶ್ವನಾಥ್ ಒತ್ತಾಯಿಸಿದರು. ಮೈಸೂರು ಜಿಲ್ಲಾ ಪತ್ರಕರ್ತರ ಭವನದಲ್ಲಿ ಸುದ್ದಿಗೋಷ್ಠಿಯಲ್ಲಿ ಮಾತನಾಡಿದ ಅವರು, ದೇವರಾಜ ಅರಸು ಅವರು ಭೂಸುಧಾರಣೆ ಕಾಯ್ದೆ ಜಾರಿಗೆ ತಂದು ಲಕ್ಷಾಂತರ ಜನರಿಗೆ ಭೂಮಿ ನೀಡಿದರು. ಹಿಂದುಳಿದ ವರ್ಗಗಳ ಏಳಿಗೆಗೆ ಶ್ರಮಿಸಿದರು ಎಂದರು. [298,296,446,385]
story1-text-cont9: ಹಾಸಿಕೊಂಡಿದ್ದ ಹನುಮ ಧ್ವಜವನ್ನು ತೆರವುಗೊಳಿಸಬೇಕೆಂದ ಎಂಬ ವಿಷಯ ತೀವ್ರ ವಿವಾದಕ್ಕೆ ಕಾರಣವಾಯಿತು. ಜಿಲ್ಲಾ ಪೊಲೀಸರು ಸ್ಥಳಕ್ಕೆ ದೌಡಾಯಿಸಿ ಪರಿಸ್ಥಿತಿ ನಿಯಂತ್ರಣಕ್ಕೆ ತಂದರು. ಗ್ರಾಮದಲ್ಲಿ 108 ಅಡಿ ಎತ್ತರದ ಧ್ವಜಸ್ತಂಭದಲ್ಲಿ ರಾಷ್ಟ್ರಧ್ವಜ ಹಾರಿಸುವ ಬದಲು ಹನುಮ ಧ್ವಜ ಹಾರಿಸಲಾಗಿತ್ತು ಎಂದು ಆರೋಪಿಸಲಾಗಿದೆ. ಗ್ರಾಮಸ್ಥರು ಮತ್ತು ಕಾರ್ಯಕರ್ತರು ಪ್ರತಿಭಟನೆ ನಡೆಸಿದರು. ಬಿಜೆಪಿ ಮತ್ತು ಜೆಡಿಎಸ್ ಕಾರ್ಯಕರ್ತರು ಸ್ಥಳಕ್ಕೆ ಆಗಮಿಸಿ ಧರಣಿ ನಡೆಸಿದರು. [60,578,286,627]
dolmens-photo [647,937,889,1075]
stone-age-text-col3: ಮೈಸೂರು,ಜ.28(ಎಂಟಿವೈ)– ಪ್ರಾಗೈತಿಹಾಸಿಕ ಕಾಲದ ಮಾನವನ ಜೀವನಶೈಲಿ ಕುರಿತ ಛಾಯಾಚಿತ್ರಗಳ ಪ್ರದರ್ಶನದ ಗ್ಯಾಲರಿಯನ್ನು ಪುರಾತತ್ವ ಇಲಾಖೆ ಆವರಣದಲ್ಲಿ ಉದ್ಘಾಟಿಸಲಾಯಿತು. ಶಿಲಾಯುಗದ ಉಪಕರಣಗಳು, ಶಿಲಾಗೋರಿಗಳು ಹಾಗೂ ಅಂದಿನ ವಸ್ತುಗಳ ಚಿತ್ರಗಳನ್ನು ಪ್ರದರ್ಶಿಸಲಾಗಿದೆ. [534,1172,642,1251]
registration-mark [70,1396,80,1406]
lead-text-col2-cont: ಮೈಸೂರು,ಜ.28(ಜಿಎ)– ಮಾಜಿ ಮುಖ್ಯಮಂತ್ರಿ ದಿವಂಗತ ಡಿ.ದೇವರಾಜ ಅರಸು ಅವರ ಸಾಮಾಜಿಕ ಕಾರ್ಯಗಳನ್ನು ಗುರುತಿಸಿ ಅವರಿಗೆ ಭಾರತ ಸರ್ಕಾರ 'ಭಾರತ ರತ್ನ' ಪ್ರಶಸ್ತಿ ನೀಡಿ ಗೌರವಿಸಬೇಕೆಂದು ವಿಧಾನಪರಿಷತ್ ಸದಸ್ಯ ಅಡಗೂರು ಎಚ್.ವಿಶ್ವನಾಥ್ ಒತ್ತಾಯಿಸಿದರು. ಮೈಸೂರು ಜಿಲ್ಲಾ ಪತ್ರಕರ್ತರ ಭವನದಲ್ಲಿ ಸುದ್ದಿಗೋಷ್ಠಿಯಲ್ಲಿ ಮಾತನಾಡಿದ ಅವರು, ದೇವರಾಜ ಅರಸು ಅವರು ಭೂಸುಧಾರಣೆ ಕಾಯ್ದೆ ಜಾರಿಗೆ ತಂದು ಲಕ್ಷಾಂತರ ಜನರಿಗೆ ಭೂಮಿ ನೀಡಿದರು. ಹಿಂದುಳಿದ ವರ್ಗಗಳ ಏಳಿಗೆಗೆ ಶ್ರಮಿಸಿದರು ಎಂದರು. [452,376,594,465]
registration-mark [872,1396,882,1406]
right-sidebox [742,136,888,348]
stone-age-text-col5-cont2: ಮೈಸೂರು,ಜ.28(ಎಂಟಿವೈ)– ಪ್ರಾಗೈತಿಹಾಸಿಕ ಕಾಲದ ಮಾನವನ ಜೀವನಶೈಲಿ ಕುರಿತ ಛಾಯಾಚಿತ್ರಗಳ ಪ್ರದರ್ಶನದ ಗ್ಯಾಲರಿಯನ್ನು ಪುರಾತತ್ವ ಇಲಾಖೆ ಆವರಣದಲ್ಲಿ ಉದ್ಘಾಟಿಸಲಾಯಿತು. ಶಿಲಾಯುಗದ ಉಪಕರಣಗಳು, ಶಿಲಾಗೋರಿಗಳು ಹಾಗೂ ಅಂದಿನ ವಸ್ತುಗಳ ಚಿತ್ರಗಳನ್ನು ಪ್ರದರ್ಶಿಸಲಾಗಿದೆ. [760,1214,888,1273]
family-party-label: ಫ್ಯಾಮಿಲಿ ಪಕ್ಷ [633,278,703,291]
cm-text-col2: ಬೆಂಗಳೂರು, ಜ.28– ರಾಷ್ಟ್ರಪತಿ ಅವರನ್ನು ಏಕವಚನದಲ್ಲಿ ಸಂಬೋಧಿಸಿದ ಮುಖ್ಯಮಂತ್ರಿ ಸಿದ್ದರಾಮಯ್ಯ ಅವರನ್ನು ತಕ್ಷಣ ವಜಾಗೊಳಿಸಬೇಕು ಎಂದು ಮಾಜಿ ಮುಖ್ಯಮಂತ್ರಿ ಹೆಚ್.ಡಿ.ಕುಮಾರಸ್ವಾಮಿ ಆಗ್ರಹಿಸಿದರು. [772,644,888,693]
section-title: ಮೈಸೂರು ನಗರ [120,50,222,74]
sidebox-text-cont2: ಸಂಸದ ವಿಶ್ವನಾಥ್ ಅವರನ್ನು ನೆಗ್ಗಿಸಿ ಕೇಳಿ ಎಂದರು. ಕಾಂಗ್ರೆಸ್ ಪಕ್ಷದಲ್ಲಿ ಹಿರಿಯ ನಾಯಕರ ಪ್ರಭಾವ ಹೆಚ್ಚಿದೆ ಎಂದು ಹೇಳಿದರು. [747,229,885,258]
column-divider [653,512,654,878]
cm-text-cont: ಬೆಂಗಳೂರು, ಜ.28– ರಾಷ್ಟ್ರಪತಿ ಅವರನ್ನು ಏಕವಚನದಲ್ಲಿ ಸಂಬೋಧಿಸಿದ ಮುಖ್ಯಮಂತ್ರಿ ಸಿದ್ದರಾಮಯ್ಯ ಅವರನ್ನು ತಕ್ಷಣ ವಜಾಗೊಳಿಸಬೇಕು ಎಂದು ಮಾಜಿ ಮುಖ್ಯಮಂತ್ರಿ ಹೆಚ್.ಡಿ.ಕುಮಾರಸ್ವಾಮಿ ಆಗ್ರಹಿಸಿದರು. [658,598,768,647]
story1-text-cont6: ಹಾಸಿಕೊಂಡಿದ್ದ ಹನುಮ ಧ್ವಜವನ್ನು ತೆರವುಗೊಳಿಸಬೇಕೆಂದ ಎಂಬ ವಿಷಯ ತೀವ್ರ ವಿವಾದಕ್ಕೆ ಕಾರಣವಾಯಿತು. ಜಿಲ್ಲಾ ಪೊಲೀಸರು ಸ್ಥಳಕ್ಕೆ ದೌಡಾಯಿಸಿ ಪರಿಸ್ಥಿತಿ ನಿಯಂತ್ರಣಕ್ಕೆ ತಂದರು. ಗ್ರಾಮದಲ್ಲಿ 108 ಅಡಿ ಎತ್ತರದ ಧ್ವಜಸ್ತಂಭದಲ್ಲಿ ರಾಷ್ಟ್ರಧ್ವಜ ಹಾರಿಸುವ ಬದಲು ಹನುಮ ಧ್ವಜ ಹಾರಿಸಲಾಗಿತ್ತು ಎಂದು ಆರೋಪಿಸಲಾಗಿದೆ. ಗ್ರಾಮಸ್ಥರು ಮತ್ತು ಕಾರ್ಯಕರ್ತರು ಪ್ರತಿಭಟನೆ ನಡೆಸಿದರು. ಬಿಜೆಪಿ ಮತ್ತು ಜೆಡಿಎಸ್ ಕಾರ್ಯಕರ್ತರು ಸ್ಥಳಕ್ಕೆ ಆಗಮಿಸಿ ಧರಣಿ ನಡೆಸಿದರು. [60,428,286,477]
stone-age-text-col2-cont: ಮೈಸೂರು,ಜ.28(ಎಂಟಿವೈ)– ಪ್ರಾಗೈತಿಹಾಸಿಕ ಕಾಲದ ಮಾನವನ ಜೀವನಶೈಲಿ ಕುರಿತ ಛಾಯಾಚಿತ್ರಗಳ ಪ್ರದರ್ಶನದ ಗ್ಯಾಲರಿಯನ್ನು ಪುರಾತತ್ವ ಇಲಾಖೆ ಆವರಣದಲ್ಲಿ ಉದ್ಘಾಟಿಸಲಾಯಿತು. ಶಿಲಾಯುಗದ ಉಪಕರಣಗಳು, ಶಿಲಾಗೋರಿಗಳು ಹಾಗೂ ಅಂದಿನ ವಸ್ತುಗಳ ಚಿತ್ರಗಳನ್ನು ಪ್ರದರ್ಶಿಸಲಾಗಿದೆ. [420,1164,530,1233]
lead-photo [452,136,738,258]
sidebox-text-cont: ಸಂಸದ ವಿಶ್ವನಾಥ್ ಅವರನ್ನು ನೆಗ್ಗಿಸಿ ಕೇಳಿ ಎಂದರು. ಕಾಂಗ್ರೆಸ್ ಪಕ್ಷದಲ್ಲಿ ಹಿರಿಯ ನಾಯಕರ ಪ್ರಭಾವ ಹೆಚ್ಚಿದೆ ಎಂದು ಹೇಳಿದರು. [747,209,885,238]
story1-headline: ಮಂಡ್ಯದ ಕೆರಗೋಡು ಉದ್ವಿಗ್ನ [70,108,202,124]
story1-text-cont5: ಹಾಸಿಕೊಂಡಿದ್ದ ಹನುಮ ಧ್ವಜವನ್ನು ತೆರವುಗೊಳಿಸಬೇಕೆಂದ ಎಂಬ ವಿಷಯ ತೀವ್ರ ವಿವಾದಕ್ಕೆ ಕಾರಣವಾಯಿತು. ಜಿಲ್ಲಾ ಪೊಲೀಸರು ಸ್ಥಳಕ್ಕೆ ದೌಡಾಯಿಸಿ ಪರಿಸ್ಥಿತಿ ನಿಯಂತ್ರಣಕ್ಕೆ ತಂದರು. ಗ್ರಾಮದಲ್ಲಿ 108 ಅಡಿ ಎತ್ತರದ ಧ್ವಜಸ್ತಂಭದಲ್ಲಿ ರಾಷ್ಟ್ರಧ್ವಜ ಹಾರಿಸುವ ಬದಲು ಹನುಮ ಧ್ವಜ ಹಾರಿಸಲಾಗಿತ್ತು ಎಂದು ಆರೋಪಿಸಲಾಗಿದೆ. ಗ್ರಾಮಸ್ಥರು ಮತ್ತು ಕಾರ್ಯಕರ್ತರು ಪ್ರತಿಭಟನೆ ನಡೆಸಿದರು. ಬಿಜೆಪಿ ಮತ್ತು ಜೆಡಿಎಸ್ ಕಾರ್ಯಕರ್ತರು ಸ್ಥಳಕ್ಕೆ ಆಗಮಿಸಿ ಧರಣಿ ನಡೆಸಿದರು. [60,378,286,427]
gallery-inauguration-photo [421,937,643,1075]
story1-text-cont4: ಹಾಸಿಕೊಂಡಿದ್ದ ಹನುಮ ಧ್ವಜವನ್ನು ತೆರವುಗೊಳಿಸಬೇಕೆಂದ ಎಂಬ ವಿಷಯ ತೀವ್ರ ವಿವಾದಕ್ಕೆ ಕಾರಣವಾಯಿತು. ಜಿಲ್ಲಾ ಪೊಲೀಸರು ಸ್ಥಳಕ್ಕೆ ದೌಡಾಯಿಸಿ ಪರಿಸ್ಥಿತಿ ನಿಯಂತ್ರಣಕ್ಕೆ ತಂದರು. ಗ್ರಾಮದಲ್ಲಿ 108 ಅಡಿ ಎತ್ತರದ ಧ್ವಜಸ್ತಂಭದಲ್ಲಿ ರಾಷ್ಟ್ರಧ್ವಜ ಹಾರಿಸುವ ಬದಲು ಹನುಮ ಧ್ವಜ ಹಾರಿಸಲಾಗಿತ್ತು ಎಂದು ಆರೋಪಿಸಲಾಗಿದೆ. ಗ್ರಾಮಸ್ಥರು ಮತ್ತು ಕಾರ್ಯಕರ್ತರು ಪ್ರತಿಭಟನೆ ನಡೆಸಿದರು. ಬಿಜೆಪಿ ಮತ್ತು ಜೆಡಿಎಸ್ ಕಾರ್ಯಕರ್ತರು ಸ್ಥಳಕ್ಕೆ ಆಗಮಿಸಿ ಧರಣಿ ನಡೆಸಿದರು. [60,328,286,377]
cm-headline: ರಾಷ್ಟ್ರಪತಿಗೆ ಏಕವಚನ ಬಳಕೆ; ಮುಖ್ಯಮಂತ್ರಿ ಸಿದ್ದರಾಮಯ್ಯ ವಜಾಕ್ಕೆ ಕುಮಾರಸ್ವಾಮಿ ಆಗ್ರಹ [658,512,878,541]
cm-body-col1 [658,548,768,838]
story3-text-cont: ಮಂಡ್ಯ, ಜ.29– ಕೆರಗೋಡು ಗ್ರಾಮದ ಧ್ವಜಸ್ತಂಭ ಉದ್ವಿಗ್ನತೆ ಕುರಿತು ಪ್ರತಿಕ್ರಿಯಿಸಿದ ಮಾಜಿ ಮುಖ್ಯಮಂತ್ರಿ ಹೆಚ್.ಡಿ.ಕುಮಾರಸ್ವಾಮಿ, ನಾನು ಗ್ರಾಮದ ಯುವಕರ ಜೊತೆ ಇದ್ದೇನೆ ಎಂದು ಹೇಳಿದರು. [126,1070,283,1109]
students-photo-caption: ಗಂಗೋತ್ರಿಯಲ್ಲಿ ಹಮ್ಮಿಕೊಂಡಿದ್ದ ಕಾರ್ಯಕ್ರಮದಲ್ಲಿ ವಿದ್ಯಾರ್ಥಿಗಳಿಗೆ ಬಹುಮಾನ ವಿತರಿಸಲಾಯಿತು. [309,702,495,721]
stone-age-body-col2 [420,1094,530,1366]
event-photo-caption: ಮೈಸೂರಿನ ವಿವಿಧ ಕಡೆ ನಡೆದ ಕಾರ್ಯಕ್ರಮದಲ್ಲಿ ಗಣ್ಯರು ಪಾಲ್ಗೊಂಡಿದ್ದರು. [772,842,886,861]
continued-label: ಒಂದನೇ ಪುಟದಿಂದ [60,88,286,104]
story2-text-cont3: ಹಾಸನದಲ್ಲಿ ಮಾತನಾಡಿದ ಅವರು, ಈ ವಿಷಯದಲ್ಲಿ ರಾಜಕೀಯ ಮಾಡುವ ಉದ್ದೇಶ ಇಲ್ಲ. ಗ್ರಾಮಸ್ಥರ ಭಾವನೆಗಳನ್ನು ಗೌರವಿಸಬೇಕು ಎಂದು ಹೇಳಿದರು. [60,876,286,905]
stone-age-quote-signoff: – ಎ.ದೇವರಾಜು, ಆಯುಕ್ತರು, ಪುರಾತತ್ವ ಸಂಗ್ರಹಾಲಯಗಳು ಮತ್ತು ಪರಂಪರೆ ಇಲಾಖೆ [549,1151,751,1160]
stone-age-subhead: ಪುರಾತತ್ವ ಇಲಾಖೆ ಅಂಗಳದಲ್ಲಿ ಅಂದಿನ ಅವಶೇಷಗಳ ಛಾಯಾಚಿತ್ರ ಪ್ರದರ್ಶನದ ಗ್ಯಾಲರಿ ಉದ್ಘಾಟನೆ [298,912,888,930]
stone-age-text-col3-cont: ಮೈಸೂರು,ಜ.28(ಎಂಟಿವೈ)– ಪ್ರಾಗೈತಿಹಾಸಿಕ ಕಾಲದ ಮಾನವನ ಜೀವನಶೈಲಿ ಕುರಿತ ಛಾಯಾಚಿತ್ರಗಳ ಪ್ರದರ್ಶನದ ಗ್ಯಾಲರಿಯನ್ನು ಪುರಾತತ್ವ ಇಲಾಖೆ ಆವರಣದಲ್ಲಿ ಉದ್ಘಾಟಿಸಲಾಯಿತು. ಶಿಲಾಯುಗದ ಉಪಕರಣಗಳು, ಶಿಲಾಗೋರಿಗಳು ಹಾಗೂ ಅಂದಿನ ವಸ್ತುಗಳ ಚಿತ್ರಗಳನ್ನು ಪ್ರದರ್ಶಿಸಲಾಗಿದೆ. [534,1252,642,1331]
story1-text-cont7: ಹಾಸಿಕೊಂಡಿದ್ದ ಹನುಮ ಧ್ವಜವನ್ನು ತೆರವುಗೊಳಿಸಬೇಕೆಂದ ಎಂಬ ವಿಷಯ ತೀವ್ರ ವಿವಾದಕ್ಕೆ ಕಾರಣವಾಯಿತು. ಜಿಲ್ಲಾ ಪೊಲೀಸರು ಸ್ಥಳಕ್ಕೆ ದೌಡಾಯಿಸಿ ಪರಿಸ್ಥಿತಿ ನಿಯಂತ್ರಣಕ್ಕೆ ತಂದರು. ಗ್ರಾಮದಲ್ಲಿ 108 ಅಡಿ ಎತ್ತರದ ಧ್ವಜಸ್ತಂಭದಲ್ಲಿ ರಾಷ್ಟ್ರಧ್ವಜ ಹಾರಿಸುವ ಬದಲು ಹನುಮ ಧ್ವಜ ಹಾರಿಸಲಾಗಿತ್ತು ಎಂದು ಆರೋಪಿಸಲಾಗಿದೆ. ಗ್ರಾಮಸ್ಥರು ಮತ್ತು ಕಾರ್ಯಕರ್ತರು ಪ್ರತಿಭಟನೆ ನಡೆಸಿದರು. ಬಿಜೆಪಿ ಮತ್ತು ಜೆಡಿಎಸ್ ಕಾರ್ಯಕರ್ತರು ಸ್ಥಳಕ್ಕೆ ಆಗಮಿಸಿ ಧರಣಿ ನಡೆಸಿದರು. [60,478,286,527]
registration-mark [462,1396,472,1406]
masthead-rule [53,80,885,82]
students-subhead: ವಿದ್ಯಾರ್ಥಿಗಳಿಗೆ ಹಿರಿಯ ಸಾಹಿತಿ ಬನ್ನೂರು ರಾಜು ಕಿವಿಮಾತು [298,538,650,554]
cm-text-col2-cont: ಬೆಂಗಳೂರು, ಜ.28– ರಾಷ್ಟ್ರಪತಿ ಅವರನ್ನು ಏಕವಚನದಲ್ಲಿ ಸಂಬೋಧಿಸಿದ ಮುಖ್ಯಮಂತ್ರಿ ಸಿದ್ದರಾಮಯ್ಯ ಅವರನ್ನು ತಕ್ಷಣ ವಜಾಗೊಳಿಸಬೇಕು ಎಂದು ಮಾಜಿ ಮುಖ್ಯಮಂತ್ರಿ ಹೆಚ್.ಡಿ.ಕುಮಾರಸ್ವಾಮಿ ಆಗ್ರಹಿಸಿದರು. [772,694,888,743]
students-text-col2-cont: ಮೈಸೂರು, ಜ.28(ಎಸ್‌ಬಿಡಿ)– ಗಂಗೋತ್ರಿ ಬಡಾವಣೆಯ ಶಾಲೆಯಲ್ಲಿ ಹಮ್ಮಿಕೊಂಡಿದ್ದ ಗಣರಾಜ್ಯೋತ್ಸವ ಕಾರ್ಯಕ್ರಮದಲ್ಲಿ ಮಾತನಾಡಿದ ಹಿರಿಯ ಸಾಹಿತಿ ಬನ್ನೂರು ರಾಜು, ವಿದ್ಯಾರ್ಥಿಗಳು ಬಾಲ್ಯದಿಂದಲೇ ನಾಡು ನುಡಿಯ ಬಗ್ಗೆ ಅಭಿಮಾನ ಬೆಳೆಸಿಕೊಳ್ಳಬೇಕು ಎಂದರು. [298,788,400,867]
